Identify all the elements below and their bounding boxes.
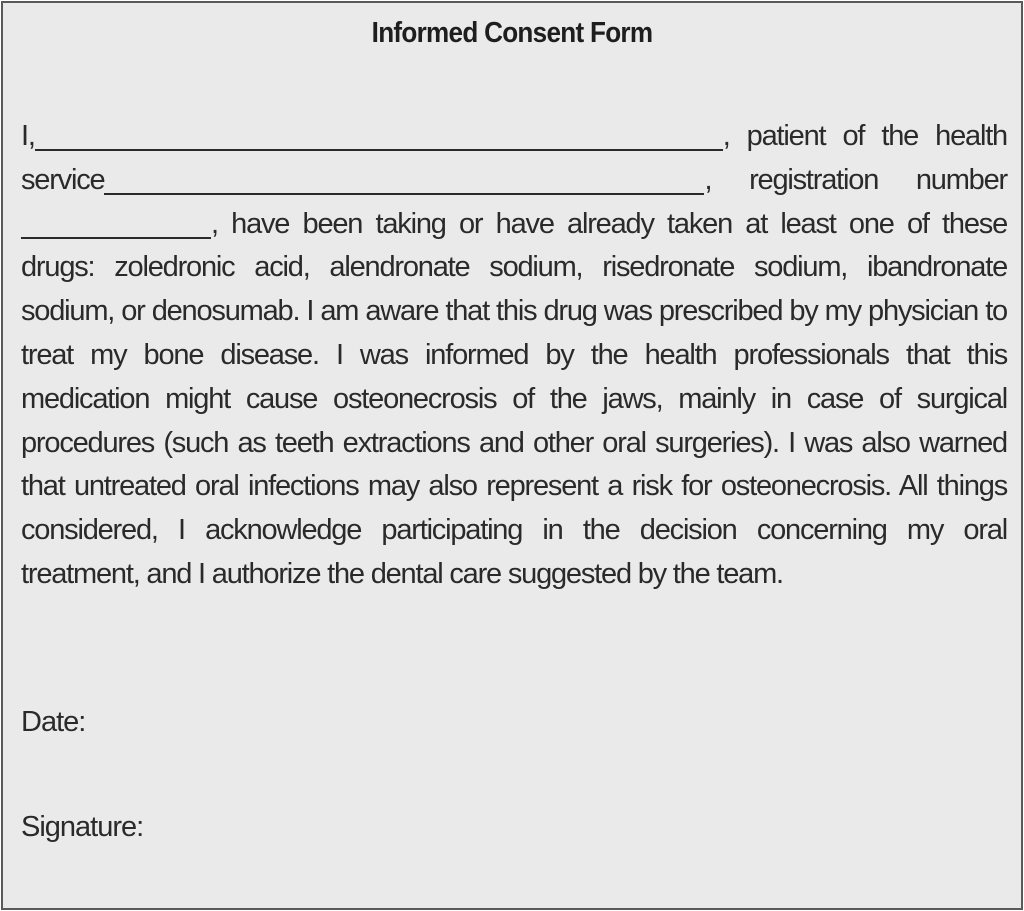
- consent-statement: [21, 115, 1007, 597]
- health-service-field[interactable]: [104, 163, 704, 195]
- form-title: Informed Consent Form: [371, 17, 653, 49]
- text-body: , have been taking or have already taken at least one of these drugs: zoledronic acid, alendronate sodium, risedronate sodium, ibandronate sodium, or denosumab. I am aware that this drug was prescribed by my physician to treat my bone disease. I was informed by the health professionals that this medication might cause osteonecrosis of the jaws, mainly in case of surgical procedures (such as teeth extractions and other oral surgeries). I was also warned that untreated oral infections may also represent a risk for osteonecrosis. All things considered, I acknowledge participating in the decision concerning my oral treatment, and I authorize the dental care suggested by the team.: [21, 207, 1007, 590]
- date-label: Date:: [21, 706, 86, 738]
- text-intro: I,: [21, 120, 35, 152]
- signature-label: Signature:: [21, 811, 144, 843]
- registration-number-field[interactable]: [21, 207, 211, 239]
- patient-name-field[interactable]: [35, 119, 723, 151]
- consent-form: [1, 1, 1023, 910]
- text-health-service: , patient of the health service: [21, 120, 1007, 196]
- text-registration: , registration number: [704, 163, 1007, 196]
